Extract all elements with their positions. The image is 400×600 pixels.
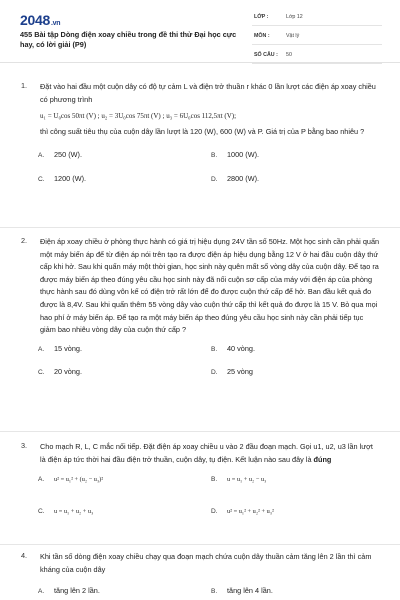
- meta-value: Lớp 12: [286, 14, 303, 20]
- option-text: 2800 (W).: [227, 173, 260, 183]
- option-formula: u = u₁ + u₂ − u₃: [227, 476, 267, 484]
- option-label: B.: [211, 476, 218, 484]
- option-label: D.: [211, 175, 218, 183]
- meta-class: [252, 12, 382, 26]
- option-b[interactable]: [211, 150, 259, 159]
- option-formula: u = u₁ + u₂ + u₃: [54, 508, 94, 516]
- option-a[interactable]: [38, 150, 82, 159]
- option-text: 1200 (W).: [54, 173, 87, 183]
- question-text: Điện áp xoay chiều ở phòng thực hành có giá trị hiệu dụng 24V tần số 50Hz. Một học sinh cần phải quấn một máy biến áp để từ điện áp nói trên tạo ra được điện áp hiệu dụng bằng 12 V ở hai đầu cuộn dây thứ cấp khi hở. Sau khi quấn máy một thời gian, học sinh này quên mất số vòng dây của cuộn dây. Để tạo ra được máy biến áp theo đúng yêu cầu học sinh này đã nối cuộn sơ cấp của máy với điện áp của phòng thực hành sau đó dùng vôn kế có điện trở rất lớn để đo được cuộn thứ cấp để hở. Ban đầu kết quả đo được là 8,4V. Sau khi quấn thêm 55 vòng dây vào cuộn thứ cấp thì kết quả đo được là 15 V. Bỏ qua mọi hao phí ở máy biến áp. Để tạo ra một máy biến áp theo đúng yêu cầu học sinh này cần phải tiếp tục giảm bao nhiêu vòng dây của cuộn thứ cấp ?: [40, 237, 380, 335]
- meta-value: 50: [286, 52, 292, 58]
- logo-text: 2048: [20, 12, 50, 28]
- question-text-continued: thì công suất tiêu thụ của cuộn dây lần lượt là 120 (W), 600 (W) và P. Giá trị của P bằng bao nhiêu ?: [40, 127, 365, 137]
- option-b[interactable]: [211, 344, 255, 353]
- option-text: 40 vòng.: [227, 343, 255, 353]
- option-text: 20 vòng.: [54, 366, 82, 376]
- option-label: B.: [211, 588, 218, 596]
- option-text: 15 vòng.: [54, 343, 82, 353]
- site-logo[interactable]: [20, 12, 60, 28]
- question-text: Khi tần số dòng điện xoay chiều chạy qua đoạn mạch chứa cuộn dây thuần cảm tăng lên 2 lần thì cảm kháng của cuộn dây: [40, 552, 372, 574]
- document-title: 455 Bài tập Dòng điện xoay chiều trong đề thi thử Đại học cực hay, có lời giải (P9): [20, 30, 237, 49]
- option-formula: u² = u₁² + (u₂ − u₃)²: [54, 476, 104, 484]
- option-label: B.: [211, 151, 218, 159]
- option-text: 25 vòng: [227, 366, 253, 376]
- option-c[interactable]: [38, 506, 93, 515]
- option-label: A.: [38, 345, 45, 353]
- answer-options: [40, 139, 380, 189]
- option-label: C.: [38, 508, 45, 516]
- option-label: A.: [38, 476, 45, 484]
- answer-options: [40, 337, 380, 387]
- option-b[interactable]: [211, 586, 273, 595]
- question-formula: u₁ = U₀cos 50πt (V) ; u₂ = 3U₀cos 75πt (V) ; u₃ = 6U₀cos 112,5πt (V);: [40, 112, 237, 121]
- option-label: C.: [38, 368, 45, 376]
- question-list: [0, 62, 400, 600]
- document-meta: [252, 12, 382, 69]
- option-a[interactable]: [38, 586, 100, 595]
- option-label: D.: [211, 368, 218, 376]
- option-c[interactable]: [38, 174, 86, 183]
- logo-suffix: .vn: [50, 20, 61, 27]
- option-label: D.: [211, 508, 218, 516]
- question-4: [0, 545, 400, 600]
- answer-options: [40, 576, 380, 600]
- option-text: 1000 (W).: [227, 149, 260, 159]
- option-text: 250 (W).: [54, 149, 82, 159]
- question-text: Đặt vào hai đầu một cuộn dây có độ tự cảm L và điện trở thuần r khác 0 lần lượt các điện áp xoay chiều có phương trình: [40, 82, 376, 104]
- question-number: 3.: [21, 441, 28, 450]
- meta-key: LỚP :: [254, 14, 269, 20]
- question-number: 1.: [21, 81, 28, 90]
- option-c[interactable]: [38, 367, 82, 376]
- option-text: tăng lên 4 lần.: [227, 586, 273, 596]
- meta-value: Vật lý: [286, 33, 300, 39]
- option-d[interactable]: [211, 174, 259, 183]
- option-label: A.: [38, 151, 45, 159]
- option-label: C.: [38, 175, 45, 183]
- question-number: 4.: [21, 551, 28, 560]
- meta-key: MÔN :: [254, 33, 270, 39]
- meta-key: SỐ CÂU :: [254, 52, 278, 58]
- option-label: B.: [211, 345, 218, 353]
- option-label: A.: [38, 588, 45, 596]
- document-header: [0, 0, 400, 63]
- option-a[interactable]: [38, 344, 82, 353]
- question-emphasis: đúng: [313, 454, 332, 464]
- option-b[interactable]: [211, 474, 266, 483]
- option-a[interactable]: [38, 474, 103, 483]
- option-d[interactable]: [211, 367, 253, 376]
- question-number: 2.: [21, 236, 28, 245]
- question-2: [0, 228, 400, 432]
- answer-options: [40, 466, 380, 526]
- meta-subject: [252, 31, 382, 45]
- question-text-wrapper: [40, 441, 380, 466]
- option-text: tăng lên 2 lần.: [54, 586, 100, 596]
- option-d[interactable]: [211, 506, 274, 515]
- option-formula: u² = u₁² + u₂² + u₃²: [227, 508, 274, 516]
- question-3: [0, 432, 400, 545]
- question-1: [0, 62, 400, 228]
- question-text: Cho mạch R, L, C mắc nối tiếp. Đặt điện áp xoay chiều u vào 2 đầu đoạn mạch. Gọi u1, u2, u3 lần lượt là điện áp tức thời hai đầu điện trở thuần, cuộn dây, tụ điện. Kết luận nào sau đây là: [40, 442, 373, 464]
